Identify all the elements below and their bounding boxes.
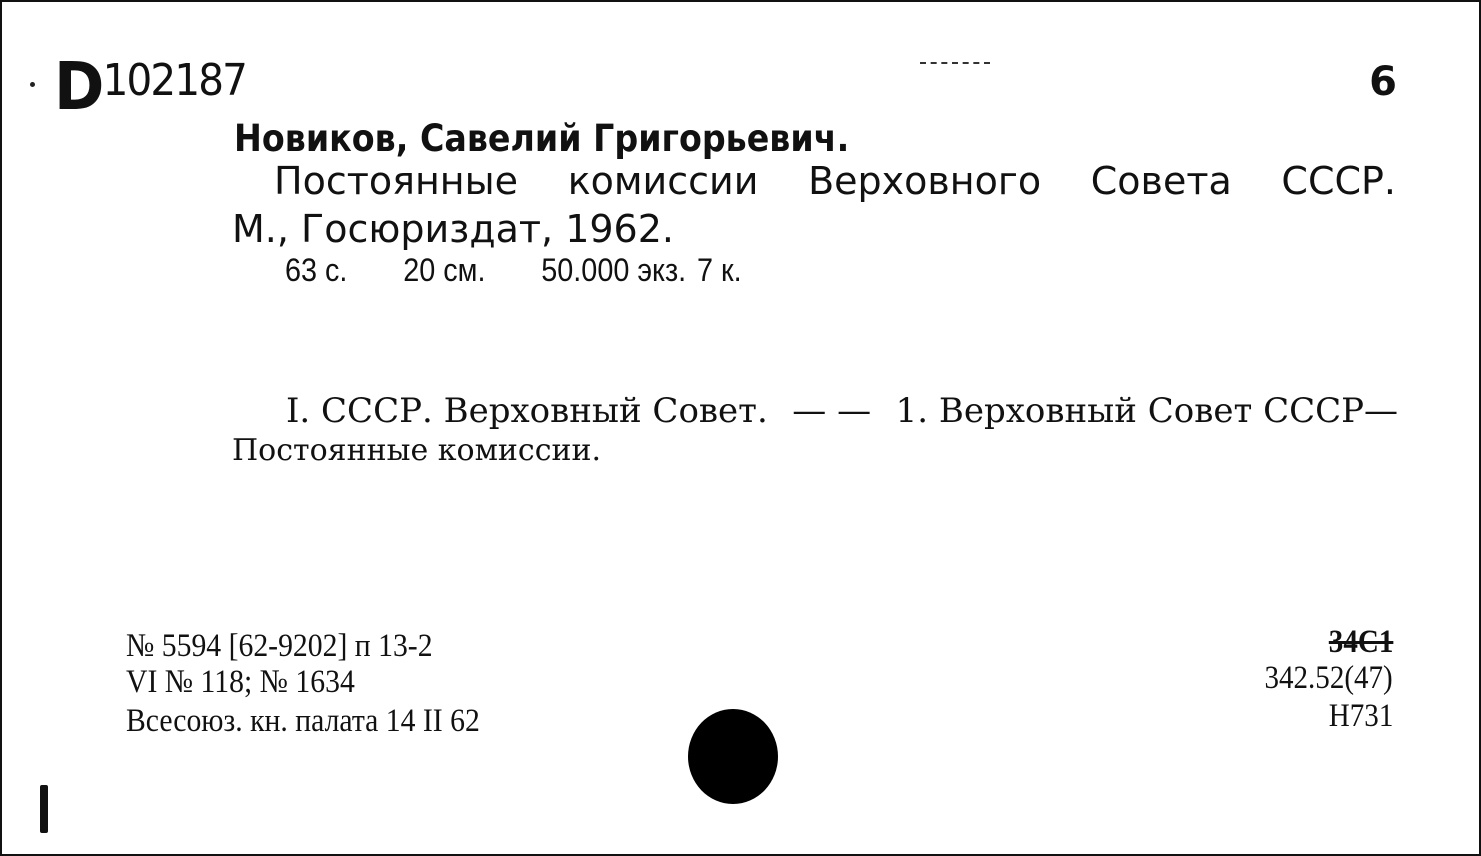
ink-speck	[30, 82, 35, 87]
publisher-info-line-3: Всесоюз. кн. палата 14 II 62	[126, 703, 480, 739]
author-heading: Новиков, Савелий Григорьевич.	[234, 117, 850, 160]
subject-part: 1. Верховный Совет СССР—	[895, 391, 1398, 431]
subject-headings-line-2: Постоянные комиссии.	[232, 433, 602, 468]
subject-part: I. СССР. Верховный Совет.	[286, 391, 768, 431]
title-word: СССР.	[1281, 159, 1396, 203]
title-word: Верховного	[808, 159, 1042, 203]
publisher-info-line-1: № 5594 [62-9202] п 13-2	[126, 628, 433, 664]
title-line-2: М., Госюриздат, 1962.	[232, 207, 674, 251]
pages: 63 с.	[285, 252, 348, 288]
subject-headings-line-1	[286, 391, 1398, 431]
price: 7 к.	[696, 252, 742, 288]
inventory-prefix: D	[54, 48, 103, 125]
copies: 50.000 экз.	[541, 252, 687, 288]
old-classification-code: 34C1	[1328, 624, 1393, 660]
title-word: комиссии	[567, 159, 759, 203]
inventory-digits: 102187	[102, 55, 247, 106]
size: 20 см.	[403, 252, 486, 288]
publisher-info-line-2: VI № 118; № 1634	[126, 664, 355, 700]
punch-hole	[688, 709, 778, 804]
author-mark: Н731	[1328, 698, 1393, 734]
title-line-1	[274, 159, 1396, 203]
pencil-dash-mark	[920, 62, 990, 66]
title-word: Постоянные	[274, 159, 519, 203]
subject-part: — —	[792, 391, 872, 431]
ink-tick-mark	[40, 785, 48, 833]
classification-code: 342.52(47)	[1264, 660, 1393, 696]
physical-description	[285, 254, 797, 286]
title-word: Совета	[1090, 159, 1232, 203]
card-number: 6	[1369, 59, 1397, 105]
inventory-number	[54, 48, 247, 125]
